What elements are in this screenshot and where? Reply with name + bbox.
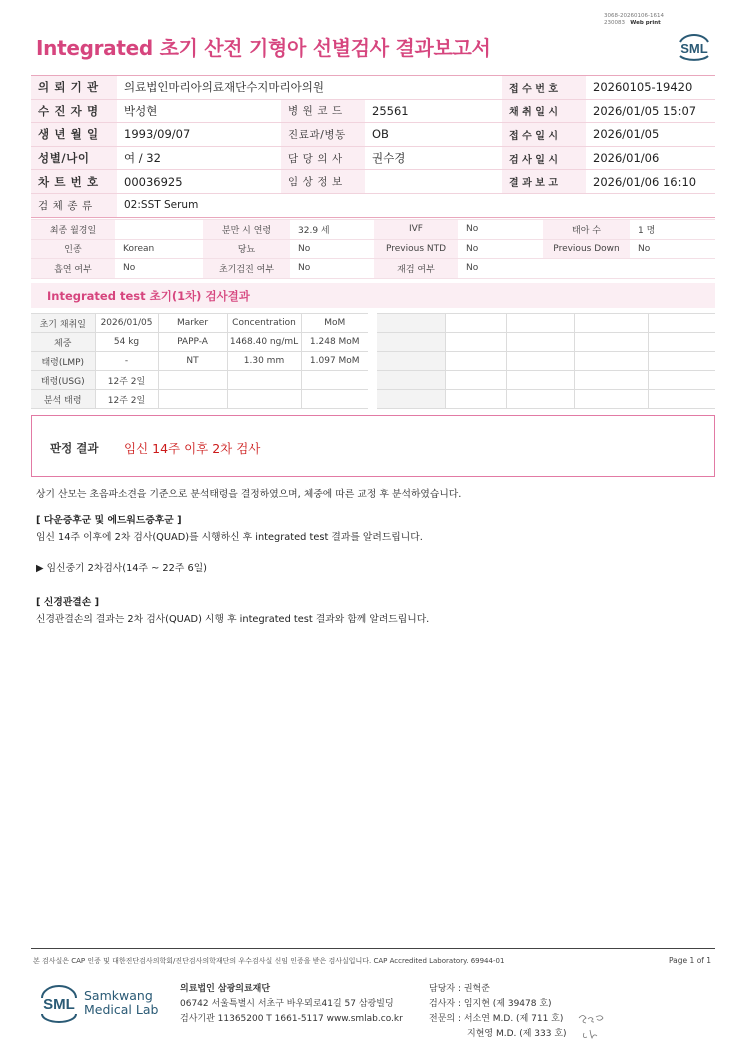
page-number: Page 1 of 1 [669, 956, 712, 965]
cell: 1.30 mm [227, 352, 301, 371]
cell: Previous Down [543, 239, 630, 259]
staff-tester: 검사자 : 임지현 (제 39478 호) [429, 999, 552, 1009]
cell: PAPP-A [158, 333, 227, 352]
table-row [31, 123, 715, 147]
cell: No [458, 220, 543, 240]
cell [227, 371, 301, 390]
cell: 흡연 여부 [31, 259, 115, 279]
footer-staff [429, 982, 567, 1042]
cell: 인종 [31, 239, 115, 259]
cell: 1.248 MoM [301, 333, 368, 352]
cell: No [630, 239, 715, 259]
cell: No [458, 239, 543, 259]
cell: NT [158, 352, 227, 371]
cell: Previous NTD [374, 239, 458, 259]
value-department: OB [365, 123, 502, 147]
cell: 분석 태령 [31, 390, 95, 409]
label-department: 진료과/병동 [281, 123, 365, 147]
label-received-date: 접 수 일 시 [502, 123, 586, 147]
report-code [604, 13, 664, 27]
cell: 태령(LMP) [31, 352, 95, 371]
table-row [377, 333, 715, 352]
table-row [31, 220, 715, 240]
comment-heading-down: [ 다운증후군 및 에드워드증후군 ] [36, 515, 182, 526]
verdict-value: 임신 14주 이후 2차 검사 [124, 441, 261, 456]
cell [227, 390, 301, 409]
table-row [31, 371, 368, 390]
cell [301, 390, 368, 409]
footer-divider [31, 948, 715, 949]
cell: Concentration [227, 314, 301, 333]
cell: 최종 월경일 [31, 220, 115, 240]
footer-contact: 검사기관 11365200 T 1661-5117 www.smlab.co.kr [180, 1014, 403, 1024]
value-received-date: 2026/01/05 [586, 123, 715, 147]
label-sex-age: 성별/나이 [31, 146, 117, 170]
cell: Marker [158, 314, 227, 333]
samkwang-name-line2: Medical Lab [84, 1002, 159, 1017]
label-chart-no: 차 트 번 호 [31, 170, 117, 194]
cell: 초기검진 여부 [203, 259, 290, 279]
cell: - [95, 352, 158, 371]
value-referring-org: 의료법인마리아의료재단수지마리아의원 [117, 76, 502, 100]
staff-in-charge: 담당자 : 권혁준 [429, 984, 490, 994]
table-row [377, 390, 715, 409]
maternal-info-table [31, 219, 715, 279]
table-row [377, 352, 715, 371]
cell: 초기 채취일 [31, 314, 95, 333]
table-row [31, 333, 368, 352]
results-table-empty [377, 313, 715, 409]
cell: 1 명 [630, 220, 715, 240]
cell: Korean [115, 239, 203, 259]
label-specimen: 검 체 종 류 [31, 193, 117, 217]
cell: 12주 2일 [95, 371, 158, 390]
cell: No [290, 259, 374, 279]
label-report-time: 결 과 보 고 [502, 170, 586, 194]
verdict-label: 판정 결과 [50, 441, 99, 455]
comment-paragraph: 임신 14주 이후에 2차 검사(QUAD)를 시행하신 후 integrated test 결과를 알려드립니다. [36, 532, 423, 543]
value-report-time: 2026/01/06 16:10 [586, 170, 715, 194]
section-header [31, 283, 715, 308]
samkwang-logo-icon [37, 981, 81, 1029]
cell [115, 220, 203, 240]
table-row [31, 76, 715, 100]
cell: No [290, 239, 374, 259]
report-code-line2: 230083 [604, 20, 625, 26]
footer-street: 06742 서울특별시 서초구 바우뫼로41길 57 삼광빌딩 [180, 999, 394, 1009]
cell: MoM [301, 314, 368, 333]
label-collection-time: 채 취 일 시 [502, 99, 586, 123]
value-hospital-code: 25561 [365, 99, 502, 123]
cell: 재검 여부 [374, 259, 458, 279]
table-row [31, 193, 715, 217]
label-physician: 담 당 의 사 [281, 146, 365, 170]
sml-logo [674, 28, 714, 62]
cell: 54 kg [95, 333, 158, 352]
value-patient-name: 박성현 [117, 99, 281, 123]
cell: 1468.40 ng/mL [227, 333, 301, 352]
sml-logo-text: SML [680, 41, 708, 56]
cell: IVF [374, 220, 458, 240]
samkwang-name [84, 989, 158, 1017]
cell [301, 371, 368, 390]
table-row [31, 146, 715, 170]
cell: 12주 2일 [95, 390, 158, 409]
patient-info-table [31, 75, 715, 218]
value-chart-no: 00036925 [117, 170, 281, 194]
label-test-date: 검 사 일 시 [502, 146, 586, 170]
value-test-date: 2026/01/06 [586, 146, 715, 170]
report-code-line1: 3068-20260106-1614 [604, 13, 664, 19]
label-patient-name: 수 진 자 명 [31, 99, 117, 123]
label-birth-date: 생 년 월 일 [31, 123, 117, 147]
footer-address [180, 982, 403, 1027]
table-row [31, 390, 368, 409]
value-sex-age: 여 / 32 [117, 146, 281, 170]
comment-paragraph: 상기 산모는 초음파소견을 기준으로 분석태령을 결정하였으며, 체중에 따른 교정 후 분석하였습니다. [36, 489, 462, 500]
cell: 체중 [31, 333, 95, 352]
label-clinical-info: 임 상 정 보 [281, 170, 365, 194]
value-birth-date: 1993/09/07 [117, 123, 281, 147]
label-hospital-code: 병 원 코 드 [281, 99, 365, 123]
samkwang-name-line1: Samkwang [84, 988, 153, 1003]
value-collection-time: 2026/01/05 15:07 [586, 99, 715, 123]
table-row [31, 259, 715, 279]
cell: No [115, 259, 203, 279]
cell: 태령(USG) [31, 371, 95, 390]
table-row [377, 314, 715, 333]
footer-org: 의료법인 삼광의료재단 [180, 984, 271, 994]
table-row [31, 170, 715, 194]
samkwang-logo-text: SML [43, 996, 75, 1013]
web-print-label: Web print [630, 20, 661, 26]
cell [158, 371, 227, 390]
results-table [31, 313, 368, 409]
cell [158, 390, 227, 409]
table-row [31, 314, 368, 333]
cell: 32.9 세 [290, 220, 374, 240]
cell [543, 259, 630, 279]
cell: 태아 수 [543, 220, 630, 240]
table-row [31, 239, 715, 259]
signature-image [576, 1011, 610, 1045]
cell: 1.097 MoM [301, 352, 368, 371]
cell: 당뇨 [203, 239, 290, 259]
table-row [377, 371, 715, 390]
cell: 2026/01/05 [95, 314, 158, 333]
staff-specialist-2: 지현영 M.D. (제 333 호) [467, 1029, 567, 1039]
label-referring-org: 의 뢰 기 관 [31, 76, 117, 100]
staff-specialist-1: 전문의 : 서소연 M.D. (제 711 호) [429, 1014, 564, 1024]
value-specimen: 02:SST Serum [117, 193, 715, 217]
value-physician: 권수경 [365, 146, 502, 170]
verdict-box [31, 415, 715, 477]
comment-heading-ntd: [ 신경관결손 ] [36, 597, 100, 608]
value-clinical-info [365, 170, 502, 194]
table-row [31, 99, 715, 123]
label-accession-no: 접 수 번 호 [502, 76, 586, 100]
value-accession-no: 20260105-19420 [586, 76, 715, 100]
cell [630, 259, 715, 279]
comment-second-test: ▶ 임신중기 2차검사(14주 ~ 22주 6일) [36, 563, 207, 574]
cell: No [458, 259, 543, 279]
footer-accreditation: 본 검사실은 CAP 인증 및 대한진단검사의학회/진단검사의학재단의 우수검사실 신임 인증을 받은 검사실입니다. CAP Accredited Laboratory. 69944-01 [33, 957, 505, 965]
table-row [31, 352, 368, 371]
section-title: Integrated test 초기(1차) 검사결과 [47, 289, 250, 303]
cell: 분만 시 연령 [203, 220, 290, 240]
comment-paragraph: 신경관결손의 결과는 2차 검사(QUAD) 시행 후 integrated test 결과와 함께 알려드립니다. [36, 614, 430, 625]
page-title: Integrated 초기 산전 기형아 선별검사 결과보고서 [36, 36, 491, 60]
